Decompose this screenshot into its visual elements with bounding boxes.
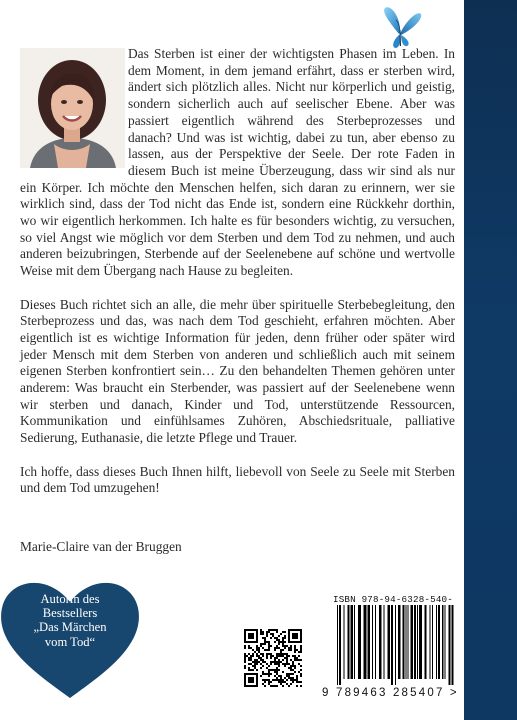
- heart-line-1: Autorin des: [40, 592, 100, 606]
- heart-line-3: „Das Märchen: [33, 620, 107, 635]
- heart-badge-text: [8, 592, 132, 649]
- blurb-paragraph-1: Das Sterben ist einer der wichtigsten Phasen im Leben. In dem Moment, in dem jemand erfährt, dass er sterben wird, ändert sich plötzlich alles. Nicht nur körperlich und geistig, sondern sicherlich auch auf seelischer Ebene. Aber was passiert eigentlich während des Sterbeprozesses und danach? Und was ist wichtig, dabei zu tun, aber ebenso zu lassen, aus der Perspektive der Seele. Der rote Faden in diesem Buch ist meine Überzeugung, dass wir sind als nur ein Körper. Ich möchte den Menschen helfen, sich daran zu erinnern, wer sie wirklich sind, dass der Tod nicht das Ende ist, sondern eine Rückkehr dorthin, wo wir eigentlich herkommen. Ich halte es für besonders wichtig, zu versuchen, so viel Angst wie möglich vor dem Sterben und dem Tod zu nehmen, und auch anderen beizubringen, Sterbende auf der Seelenebene auf schöne und wertvolle Weise mit dem Übergang nach Hause zu begleiten.: [20, 46, 455, 279]
- blurb-paragraph-3: Ich hoffe, dass dieses Buch Ihnen hilft, liebevoll von Seele zu Seele mit Sterben und dem Tod umzugehen!: [20, 463, 455, 496]
- isbn-digits: 9 789463 285407 >: [322, 687, 459, 699]
- butterfly-icon: [379, 4, 423, 50]
- heart-line-4: vom Tod“: [44, 634, 96, 649]
- isbn-label: ISBN 978-94-6328-540-: [333, 594, 453, 605]
- book-spine: [464, 0, 517, 720]
- photo-spacer: [20, 46, 128, 174]
- blurb-paragraph-2: Dieses Buch richtet sich an alle, die mehr über spirituelle Sterbebegleitung, den Sterbeprozess und das, was nach dem Tod geschieht, erfahren möchten. Aber eigentlich ist es wichtige Information für jeden, denn früher oder später wird jeder Mensch mit dem Sterben von anderen und schließlich auch mit seinem eigenen Sterben konfrontiert sein… Zu den behandelten Themen gehören unter anderem: Was braucht ein Sterbender, was passiert auf der Seelenebene wenn wir sterben und danach, Kinder und Tod, unterstützende Ressourcen, Kommunikation und einfühlsames Zuhören, Abschiedsrituale, palliative Sedierung, Euthanasie, die letzte Pflege und Trauer.: [20, 296, 455, 446]
- qr-code: [244, 629, 302, 687]
- heart-line-2: Bestsellers: [42, 606, 98, 621]
- isbn-barcode: [331, 605, 457, 685]
- author-signature: Marie-Claire van der Bruggen: [20, 539, 182, 554]
- blurb-text: [20, 46, 455, 497]
